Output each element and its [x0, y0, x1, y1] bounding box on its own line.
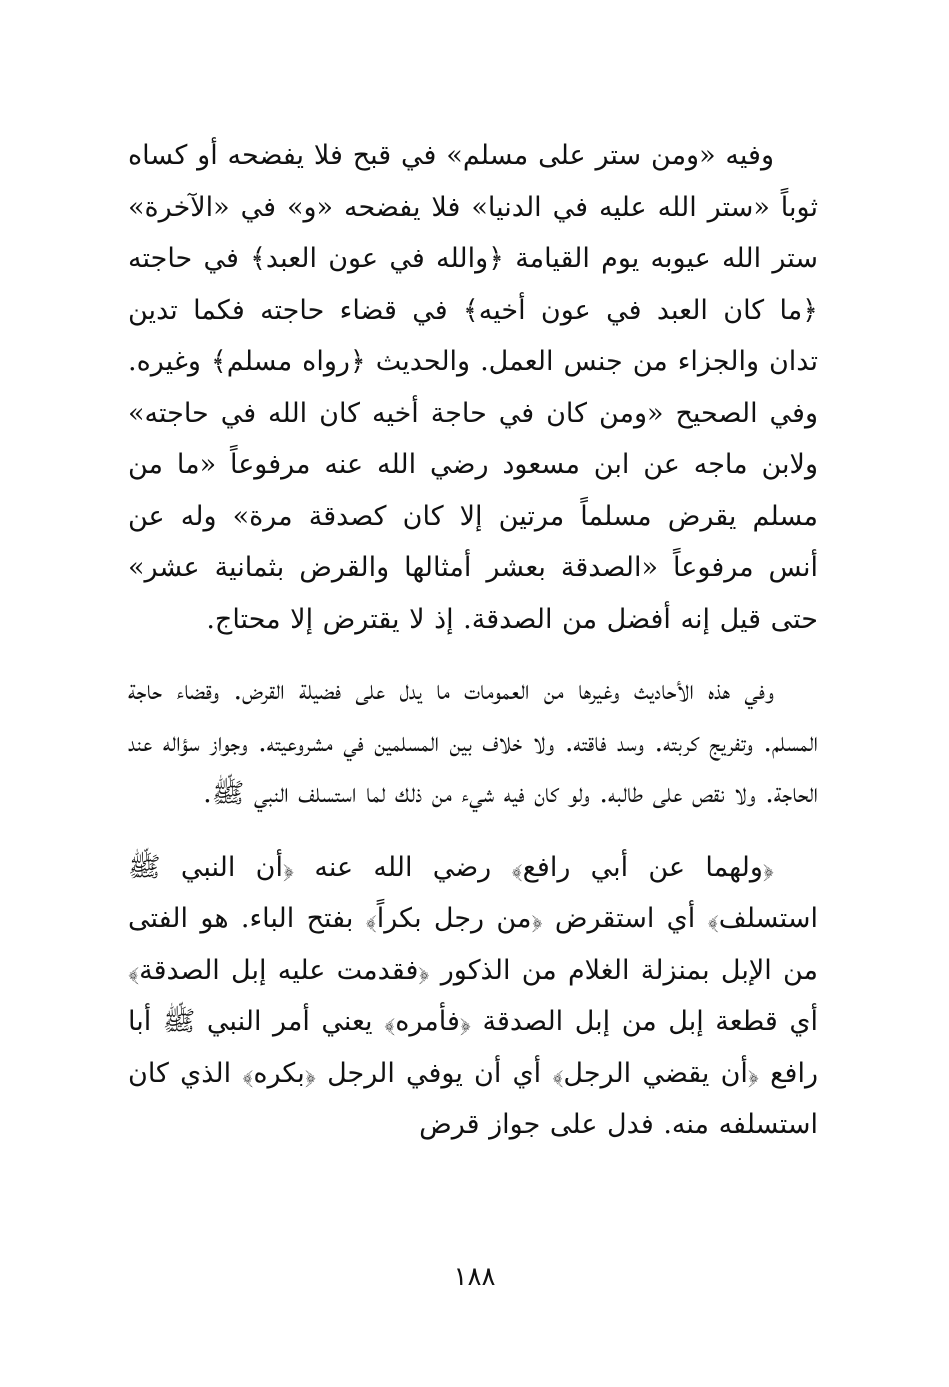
paragraph-1: وفيه «ومن ستر على مسلم» في قبح فلا يفضحه أو كساه ثوباً «ستر الله عليه في الدنيا» فلا يفضحه «و» في «الآخرة» ستر الله عيوبه يوم القيامة ﴿والله في عون العبد﴾ في حاجته ﴿ما كان العبد في عون أخيه﴾ في قضاء حاجته فكما تدين تدان والجزاء من جنس العمل. والحديث ﴿رواه مسلم﴾ وغيره. وفي الصحيح «ومن كان في حاجة أخيه كان الله في حاجته» ولابن ماجه عن ابن مسعود رضي الله عنه مرفوعاً «ما من مسلم يقرض مسلماً مرتين إلا كان كصدقة مرة» وله عن أنس مرفوعاً «الصدقة بعشر أمثالها والقرض بثمانية عشر» حتى قيل إنه أفضل من الصدقة. إذ لا يقترض إلا محتاج.	[128, 140, 818, 635]
paragraph-2: وفي هذه الأحاديث وغيرها من العمومات ما يدل على فضيلة القرض. وقضاء حاجة المسلم. وتفريج كربته. وسد فاقته. ولا خلاف بين المسلمين في مشروعيته. وجواز سؤاله عند الحاجة. ولا نقص على طالبه. ولو كان فيه شيء من ذلك لما استسلف النبي ﷺ.	[128, 675, 818, 809]
paragraph-3: ﴿ولهما عن أبي رافع﴾ رضي الله عنه ﴿أن النبي ﷺ استسلف﴾ أي استقرض ﴿من رجل بكراً﴾ بفتح الباء. هو الفتى من الإبل بمنزلة الغلام من الذكور ﴿فقدمت عليه إبل الصدقة﴾ أي قطعة إبل من إبل الصدقة ﴿فأمره﴾ يعني أمر النبي ﷺ أبا رافع ﴿أن يقضي الرجل﴾ أي أن يوفي الرجل ﴿بكره﴾ الذي كان استسلفه منه. فدل على جواز قرض	[128, 851, 818, 1140]
page-number: ١٨٨	[453, 1262, 496, 1292]
page-text	[128, 130, 818, 1151]
